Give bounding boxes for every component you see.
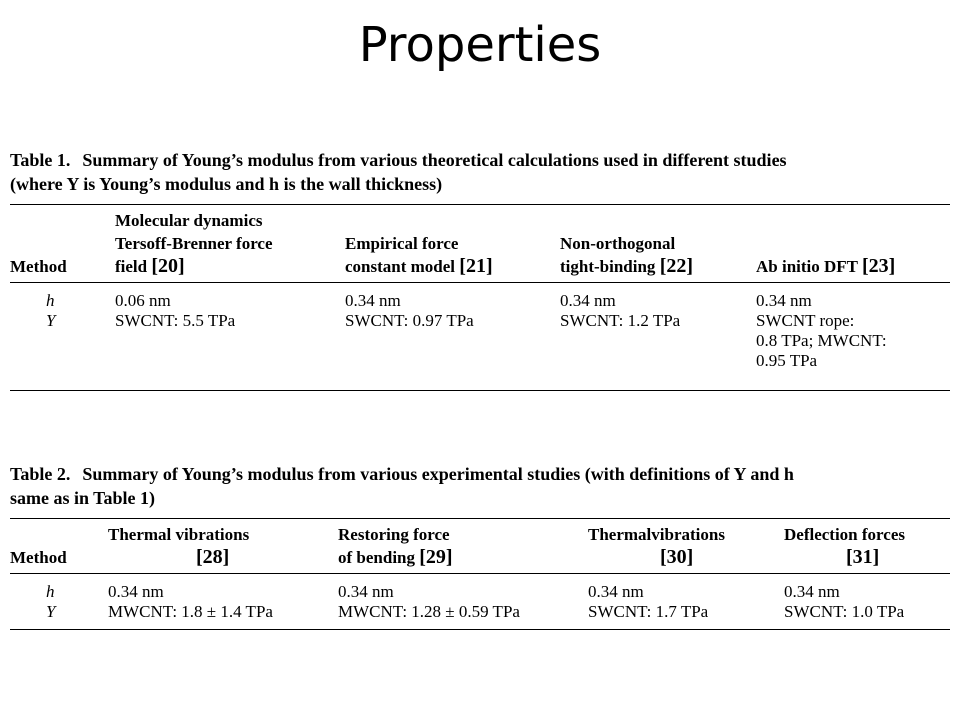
col-header-line: Deflection forces bbox=[784, 525, 905, 544]
col-header-line: of bending bbox=[338, 548, 415, 567]
table-1-col-header-1 bbox=[115, 205, 345, 283]
slide-title: Properties bbox=[358, 17, 602, 73]
cell-value: MWCNT: 1.28 ± 0.59 TPa bbox=[338, 602, 520, 621]
table-1 bbox=[10, 148, 950, 391]
table-1-header-row bbox=[10, 205, 950, 283]
cell-value: 0.34 nm bbox=[756, 291, 812, 310]
reference: [30] bbox=[660, 546, 694, 568]
table-1-cell-2 bbox=[345, 283, 560, 391]
table-2-caption-text: Summary of Young’s modulus from various experimental studies (with definitions of Y and h bbox=[82, 464, 794, 484]
table-2-header-row bbox=[10, 519, 950, 574]
col-header-line: Restoring force bbox=[338, 525, 450, 544]
cell-value: MWCNT: 1.8 ± 1.4 TPa bbox=[108, 602, 273, 621]
cell-value: SWCNT rope: bbox=[756, 311, 855, 330]
col-header-line: Tersoff-Brenner force bbox=[115, 234, 273, 253]
col-header-line: tight-binding bbox=[560, 257, 656, 276]
table-1-col-header-4 bbox=[756, 205, 950, 283]
cell-value: 0.34 nm bbox=[588, 582, 644, 601]
cell-value: 0.34 nm bbox=[560, 291, 616, 310]
table-2-caption-line-1 bbox=[10, 462, 950, 486]
col-header-line: Empirical force bbox=[345, 234, 459, 253]
table-1-cell-1 bbox=[115, 283, 345, 391]
reference: [20] bbox=[151, 255, 185, 277]
table-2-data-row bbox=[10, 574, 950, 630]
col-header-line: Molecular dynamics bbox=[115, 211, 263, 230]
table-1-caption-text: Summary of Young’s modulus from various theoretical calculations used in different studies bbox=[82, 150, 787, 170]
table-2-col-header-2 bbox=[338, 519, 588, 574]
table-2-method-header: Method bbox=[10, 519, 108, 574]
cell-value: 0.8 TPa; MWCNT: bbox=[756, 331, 887, 350]
symbol-h: h bbox=[46, 582, 55, 601]
table-1-method-header: Method bbox=[10, 205, 115, 283]
cell-value: SWCNT: 1.0 TPa bbox=[784, 602, 905, 621]
reference: [23] bbox=[861, 255, 896, 277]
symbol-y: Y bbox=[46, 311, 56, 330]
table-1-col-header-3 bbox=[560, 205, 756, 283]
reference: [28] bbox=[196, 546, 230, 568]
table-2-col-header-3 bbox=[588, 519, 784, 574]
col-header-line: Ab initio DFT bbox=[756, 257, 858, 276]
table-2-col-header-1 bbox=[108, 519, 338, 574]
symbol-y: Y bbox=[46, 602, 56, 621]
cell-value: 0.34 nm bbox=[345, 291, 401, 310]
table-2-caption bbox=[10, 462, 950, 510]
col-header-line: Thermalvibrations bbox=[588, 525, 725, 544]
table-1-cell-4 bbox=[756, 283, 950, 391]
table-1-grid bbox=[10, 204, 950, 391]
table-1-data-row bbox=[10, 283, 950, 391]
reference: [29] bbox=[419, 546, 453, 568]
reference: [21] bbox=[459, 255, 493, 277]
reference: [22] bbox=[659, 255, 694, 277]
table-1-label: Table 1. bbox=[10, 150, 71, 170]
cell-value: SWCNT: 5.5 TPa bbox=[115, 311, 236, 330]
table-1-caption bbox=[10, 148, 950, 196]
table-2-col-header-4 bbox=[784, 519, 950, 574]
table-2-grid bbox=[10, 518, 950, 630]
cell-value: 0.95 TPa bbox=[756, 351, 818, 370]
cell-value: SWCNT: 1.7 TPa bbox=[588, 602, 709, 621]
table-1-caption-line-1 bbox=[10, 148, 950, 172]
col-header-line: Thermal vibrations bbox=[108, 525, 250, 544]
cell-value: 0.06 nm bbox=[115, 291, 171, 310]
row-symbols bbox=[10, 283, 115, 391]
table-1-caption-line-2: (where Y is Young’s modulus and h is the wall thickness) bbox=[10, 174, 443, 194]
cell-value: SWCNT: 1.2 TPa bbox=[560, 311, 681, 330]
cell-value: 0.34 nm bbox=[784, 582, 840, 601]
table-2-cell-2 bbox=[338, 574, 588, 630]
table-1-cell-3 bbox=[560, 283, 756, 391]
cell-value: 0.34 nm bbox=[108, 582, 164, 601]
symbol-h: h bbox=[46, 291, 55, 310]
table-2-cell-1 bbox=[108, 574, 338, 630]
col-header-line: Non-orthogonal bbox=[560, 234, 676, 253]
col-header-line: field bbox=[115, 257, 148, 276]
table-2-cell-4 bbox=[784, 574, 950, 630]
table-2-caption-line-2: same as in Table 1) bbox=[10, 488, 156, 508]
cell-value: SWCNT: 0.97 TPa bbox=[345, 311, 474, 330]
reference: [31] bbox=[846, 546, 880, 568]
col-header-line: constant model bbox=[345, 257, 456, 276]
table-2 bbox=[10, 462, 950, 630]
table-2-cell-3 bbox=[588, 574, 784, 630]
cell-value: 0.34 nm bbox=[338, 582, 394, 601]
row-symbols bbox=[10, 574, 108, 630]
table-2-label: Table 2. bbox=[10, 464, 71, 484]
table-1-col-header-2 bbox=[345, 205, 560, 283]
